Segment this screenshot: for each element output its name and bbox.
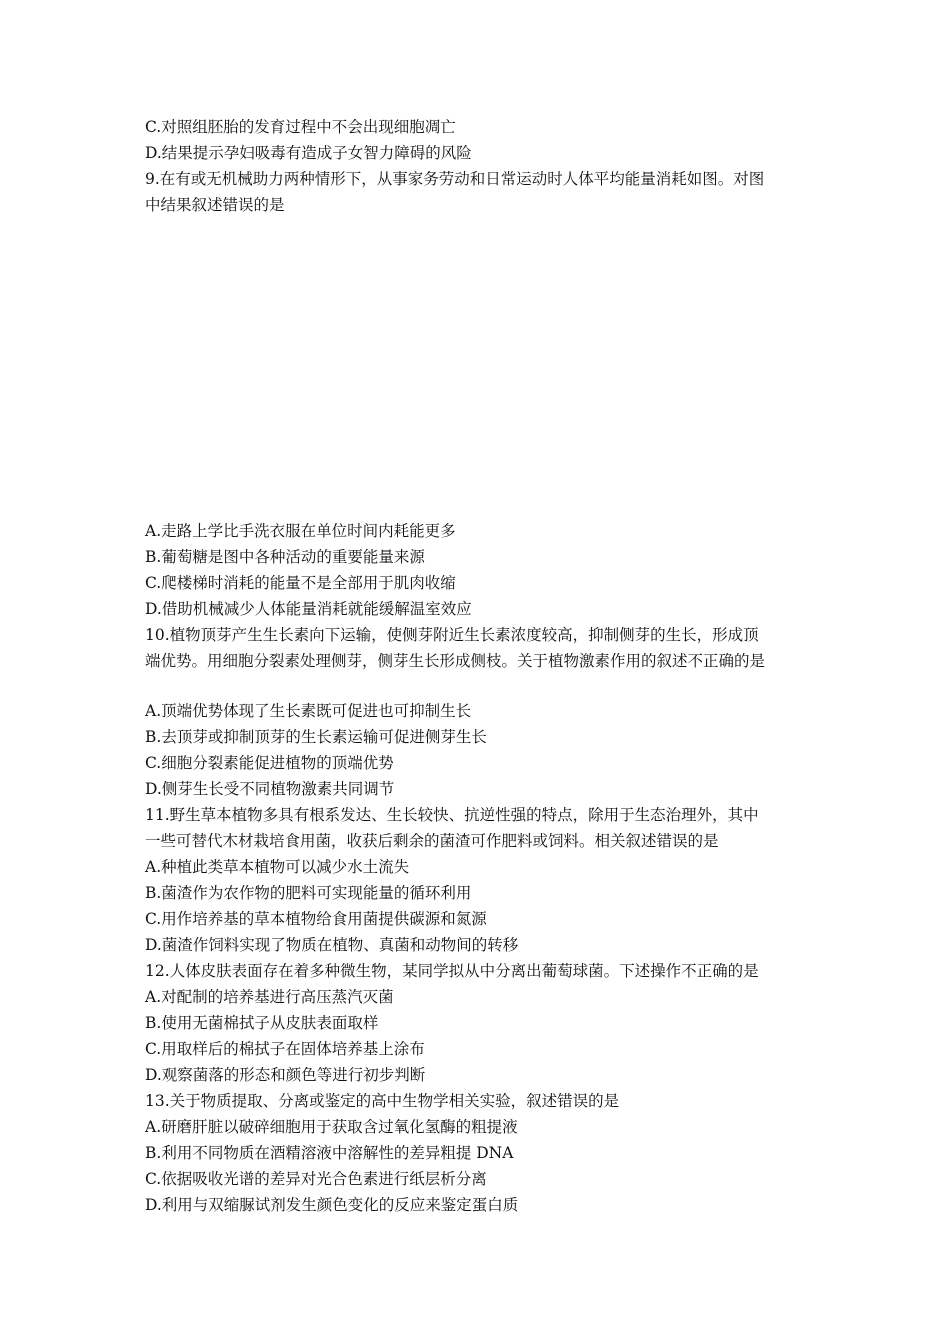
q8-option-c: C.对照组胚胎的发育过程中不会出现细胞凋亡 xyxy=(145,118,456,136)
q9-stem-line2: 中结果叙述错误的是 xyxy=(145,196,285,214)
q12-option-a: A.对配制的培养基进行高压蒸汽灭菌 xyxy=(145,988,394,1006)
q9-stem-line1: 9.在有或无机械助力两种情形下，从事家务劳动和日常运动时人体平均能量消耗如图。对图 xyxy=(145,170,765,188)
q13-option-a: A.研磨肝脏以破碎细胞用于获取含过氧化氢酶的粗提液 xyxy=(145,1118,518,1136)
q9-option-a: A.走路上学比手洗衣服在单位时间内耗能更多 xyxy=(145,522,456,540)
q13-option-b: B.利用不同物质在酒精溶液中溶解性的差异粗提 DNA xyxy=(145,1144,514,1162)
q11-stem-line1: 11.野生草本植物多具有根系发达、生长较快、抗逆性强的特点，除用于生态治理外，其中 xyxy=(145,806,759,824)
q10-stem-line2: 端优势。用细胞分裂素处理侧芽，侧芽生长形成侧枝。关于植物激素作用的叙述不正确的是 xyxy=(145,652,766,670)
q12-option-c: C.用取样后的棉拭子在固体培养基上涂布 xyxy=(145,1040,425,1058)
q13-stem-line1: 13.关于物质提取、分离或鉴定的高中生物学相关实验，叙述错误的是 xyxy=(145,1092,620,1110)
q9-figure-blank xyxy=(145,218,805,508)
q8-option-d: D.结果提示孕妇吸毒有造成子女智力障碍的风险 xyxy=(145,144,472,162)
q10-option-a: A.顶端优势体现了生长素既可促进也可抑制生长 xyxy=(145,702,472,720)
q9-option-d: D.借助机械减少人体能量消耗就能缓解温室效应 xyxy=(145,600,472,618)
q11-stem-line2: 一些可替代木材栽培食用菌，收获后剩余的菌渣可作肥料或饲料。相关叙述错误的是 xyxy=(145,832,719,850)
q10-stem-line1: 10.植物顶芽产生生长素向下运输，使侧芽附近生长素浓度较高，抑制侧芽的生长，形成顶 xyxy=(145,626,759,644)
q9-option-c: C.爬楼梯时消耗的能量不是全部用于肌肉收缩 xyxy=(145,574,456,592)
q11-option-a: A.种植此类草本植物可以减少水土流失 xyxy=(145,858,410,876)
q11-option-d: D.菌渣作饲料实现了物质在植物、真菌和动物间的转移 xyxy=(145,936,519,954)
q9-option-b: B.葡萄糖是图中各种活动的重要能量来源 xyxy=(145,548,425,566)
q10-option-d: D.侧芽生长受不同植物激素共同调节 xyxy=(145,780,395,798)
q11-option-c: C.用作培养基的草本植物给食用菌提供碳源和氮源 xyxy=(145,910,487,928)
q12-stem-line1: 12.人体皮肤表面存在着多种微生物，某同学拟从中分离出葡萄球菌。下述操作不正确的是 xyxy=(145,962,759,980)
q10-option-b: B.去顶芽或抑制顶芽的生长素运输可促进侧芽生长 xyxy=(145,728,487,746)
q13-option-d: D.利用与双缩脲试剂发生颜色变化的反应来鉴定蛋白质 xyxy=(145,1196,519,1214)
q10-option-c: C.细胞分裂素能促进植物的顶端优势 xyxy=(145,754,394,772)
q12-option-d: D.观察菌落的形态和颜色等进行初步判断 xyxy=(145,1066,426,1084)
q11-option-b: B.菌渣作为农作物的肥料可实现能量的循环利用 xyxy=(145,884,472,902)
q12-option-b: B.使用无菌棉拭子从皮肤表面取样 xyxy=(145,1014,379,1032)
q13-option-c: C.依据吸收光谱的差异对光合色素进行纸层析分离 xyxy=(145,1170,487,1188)
